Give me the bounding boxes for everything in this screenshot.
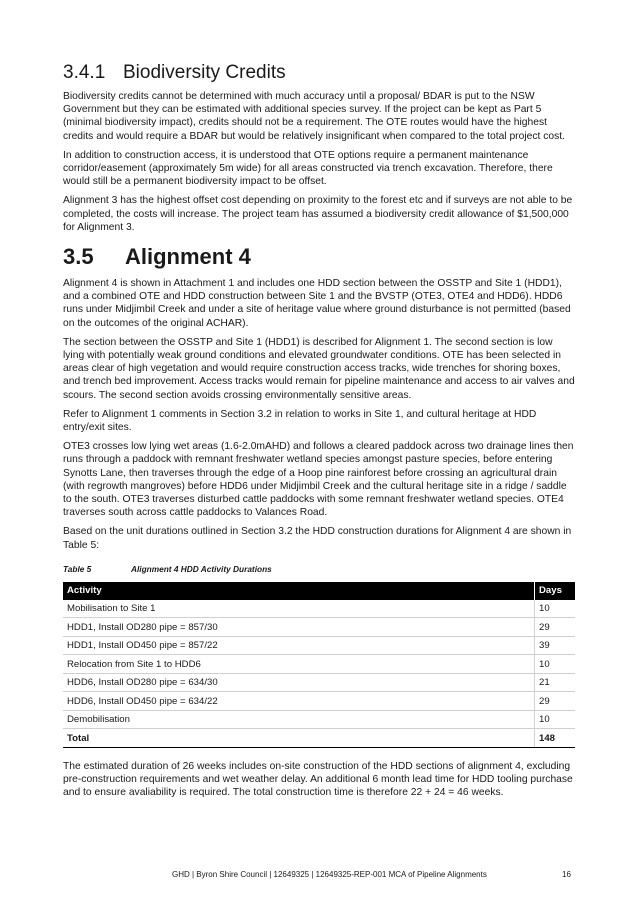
table-row bbox=[63, 673, 575, 692]
paragraph: Refer to Alignment 1 comments in Section 3.2 in relation to works in Site 1, and cultural heritage at HDD entry/exit sites. bbox=[63, 408, 537, 434]
activity-durations-table bbox=[63, 582, 575, 748]
paragraph: Biodiversity credits cannot be determined with much accuracy until a proposal/ BDAR is put to the NSW Government but they can be estimated with additional species survey. If the project can be kept as Part 5 (minimal biodiversity impact), credits should not be a requirement. The OTE routes would have the highest credits and would require a BDAR but would be relatively insignificant when compared to the total project cost. bbox=[63, 91, 565, 142]
table-row bbox=[63, 618, 575, 637]
paragraph: The estimated duration of 26 weeks includes on-site construction of the HDD sections of alignment 4, excluding pre-construction requirements and wet weather delay. An additional 6 month lead time for HDD tooling purchase and to ensure avaliability is required. The total construction time is therefore 22 + 24 = 46 weeks. bbox=[63, 760, 573, 799]
document-page bbox=[63, 62, 575, 806]
table-number: Table 5 bbox=[63, 563, 92, 574]
paragraph: Alignment 3 has the highest offset cost depending on proximity to the forest etc and if surveys are not able to be completed, the costs will increase. The project team has assumed a biodiversity credit allowance of $1,500,000 for Alignment 3. bbox=[63, 195, 573, 233]
section-heading-3-4-1 bbox=[63, 62, 575, 84]
page-number: 16 bbox=[562, 870, 571, 879]
days-cell: 10 bbox=[535, 600, 576, 618]
column-header-activity: Activity bbox=[63, 582, 535, 600]
table-caption bbox=[63, 564, 575, 574]
days-cell: 29 bbox=[535, 692, 576, 711]
days-cell: 10 bbox=[535, 710, 576, 729]
activity-cell: HDD6, Install OD280 pipe = 634/30 bbox=[63, 673, 535, 692]
paragraph: OTE3 crosses low lying wet areas (1.6-2.0mAHD) and follows a cleared paddock across two drainage lines then runs through a paddock with remnant freshwater wetland species amongst pasture species, before entering Synotts Lane, then traverses through the edge of a Hoop pine rainforest before crossing an agricultural drain (with regrowth mangroves) before HDD6 under Midjimbil Creek and the cultural heritage site in a ridge / saddle to the south. OTE3 traverses disturbed cattle paddocks with some remnant freshwater wetland species. OTE4 traverses south across cattle paddocks to Valances Road. bbox=[63, 441, 574, 519]
section-title: Alignment 4 bbox=[125, 244, 251, 270]
table-title: Alignment 4 HDD Activity Durations bbox=[131, 563, 272, 574]
activity-cell: Relocation from Site 1 to HDD6 bbox=[63, 655, 535, 674]
activity-cell: Mobilisation to Site 1 bbox=[63, 600, 535, 618]
section-number: 3.4.1 bbox=[63, 62, 106, 83]
activity-cell: HDD1, Install OD280 pipe = 857/30 bbox=[63, 618, 535, 637]
days-cell: 21 bbox=[535, 673, 576, 692]
table-row bbox=[63, 692, 575, 711]
activity-cell: Demobilisation bbox=[63, 710, 535, 729]
days-cell: 39 bbox=[535, 636, 576, 655]
days-cell: 10 bbox=[535, 655, 576, 674]
table-row bbox=[63, 600, 575, 618]
paragraph: Based on the unit durations outlined in Section 3.2 the HDD construction durations for Alignment 4 are shown in Table 5: bbox=[63, 526, 572, 551]
total-label: Total bbox=[63, 729, 535, 748]
section-number: 3.5 bbox=[63, 244, 94, 270]
paragraph: The section between the OSSTP and Site 1 (HDD1) is described for Alignment 1. The second section is low lying with potentially weak ground conditions and elevated groundwater conditions. OTE has been selected in areas clear of high vegetation and would require construction access tracks, wide trenches for shoring boxes, and trench bed improvement. Access tracks would remain for pipeline maintenance and access to air valves and scours. The second section avoids crossing environmentally sensitive areas. bbox=[63, 336, 575, 401]
activity-cell: HDD1, Install OD450 pipe = 857/22 bbox=[63, 636, 535, 655]
days-cell: 29 bbox=[535, 618, 576, 637]
paragraph: In addition to construction access, it is understood that OTE options require a permanent maintenance corridor/easement (approximately 5m wide) for all areas constructed via trench excavation. Therefore, there would still be a permanent biodiversity impact to be offset. bbox=[63, 149, 553, 188]
table-row bbox=[63, 710, 575, 729]
table-row bbox=[63, 655, 575, 674]
section-heading-3-5 bbox=[63, 244, 575, 270]
paragraph: Alignment 4 is shown in Attachment 1 and includes one HDD section between the OSSTP and Site 1 (HDD1), and a combined OTE and HDD construction between Site 1 and the BVSTP (OTE3, OTE4 and HDD6). HDD6 runs under Midjimbil Creek and under a site of heritage value where ground disturbance is not permitted (based on the outcomes of the original ACHAR). bbox=[63, 278, 571, 329]
activity-cell: HDD6, Install OD450 pipe = 634/22 bbox=[63, 692, 535, 711]
table-header-row bbox=[63, 582, 575, 600]
total-days: 148 bbox=[535, 729, 576, 748]
section-title: Biodiversity Credits bbox=[123, 62, 286, 83]
footer-text: GHD | Byron Shire Council | 12649325 | 12649325-REP-001 MCA of Pipeline Alignments bbox=[172, 870, 487, 879]
table-total-row bbox=[63, 729, 575, 748]
table-row bbox=[63, 636, 575, 655]
column-header-days: Days bbox=[535, 582, 576, 600]
